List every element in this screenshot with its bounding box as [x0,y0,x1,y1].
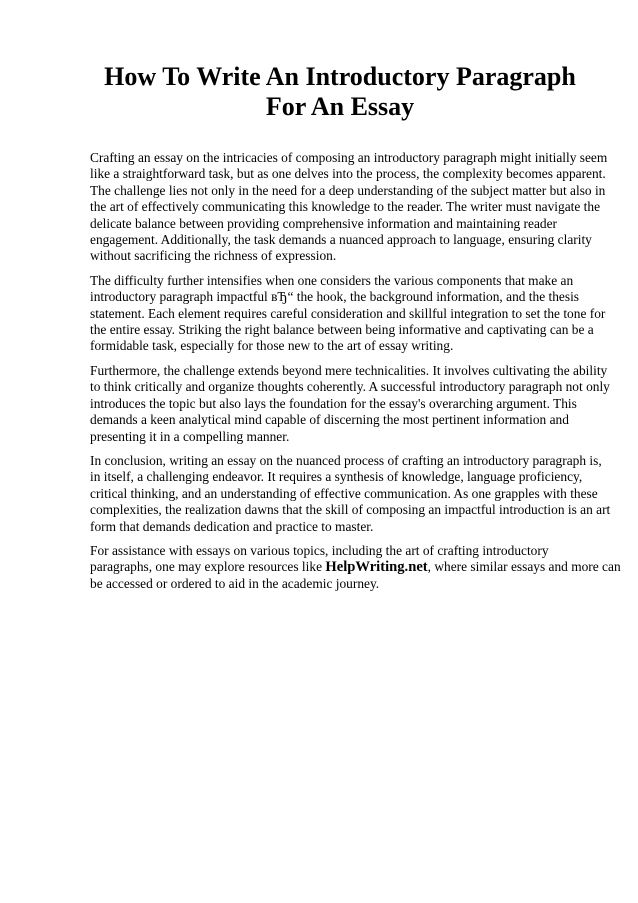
text-fragment: , where similar essays and more can [427,559,621,575]
text-line: delicate balance between providing comprehensive information and maintaining reader [90,215,557,231]
text-line: complexities, the realization dawns that the skill of composing an impactful introduction is an art [90,502,611,518]
text-line: engagement. Additionally, the task demands a nuanced approach to language, ensuring clarity [90,232,592,248]
text-line: The challenge lies not only in the need for a deep understanding of the subject matter but also in [90,182,606,198]
paragraph-3 [90,362,610,445]
text-line: critical thinking, and an understanding of effective communication. As one grapples with these [90,485,598,501]
text-line: to think critically and organize thoughts coherently. A successful introductory paragraph not only [90,379,610,395]
title-line-2: For An Essay [265,92,415,121]
text-line: Crafting an essay on the intricacies of composing an introductory paragraph might initially seem [90,150,608,165]
text-line: The difficulty further intensifies when one considers the various components that make an [90,272,574,288]
text-line [90,559,621,576]
paragraph-2 [90,272,606,355]
text-line: introduces the topic but also lays the foundation for the essay's overarching argument. This [90,395,577,411]
document-body [90,150,621,600]
paragraph-1 [90,150,608,265]
text-line: introductory paragraph impactful вЂ“ the hook, the background information, and the thesis [90,289,580,305]
text-line: For assistance with essays on various topics, including the art of crafting introductory [90,542,549,558]
text-line: the art of effectively communicating this knowledge to the reader. The writer must navigate the [90,199,601,215]
text-line: be accessed or ordered to aid in the academic journey. [90,575,380,591]
text-line: demands a keen analytical mind capable of discerning the most pertinent information and [90,412,569,428]
text-line: Furthermore, the challenge extends beyond mere technicalities. It involves cultivating the ability [90,362,608,378]
paragraph-4 [90,452,611,535]
paragraph-5 [90,542,621,592]
text-line: form that demands dedication and practice to master. [90,518,374,534]
text-line: presenting it in a compelling manner. [90,428,290,444]
document-title [60,62,620,122]
text-line: statement. Each element requires careful consideration and skillful integration to set the tone for [90,305,606,321]
text-line: in itself, a challenging endeavor. It requires a synthesis of knowledge, language proficiency, [90,469,583,485]
text-fragment: paragraphs, one may explore resources like [90,559,326,575]
text-line: the entire essay. Striking the right balance between being informative and captivating can be a [90,322,594,338]
helpwriting-link[interactable]: HelpWriting.net [325,559,428,576]
text-line: In conclusion, writing an essay on the nuanced process of crafting an introductory paragraph is, [90,452,602,468]
text-line: without sacrificing the richness of expression. [90,248,337,264]
title-line-1: How To Write An Introductory Paragraph [104,62,576,91]
text-line: formidable task, especially for those new to the art of essay writing. [90,338,454,354]
text-line: like a straightforward task, but as one delves into the process, the complexity becomes apparent. [90,166,606,182]
